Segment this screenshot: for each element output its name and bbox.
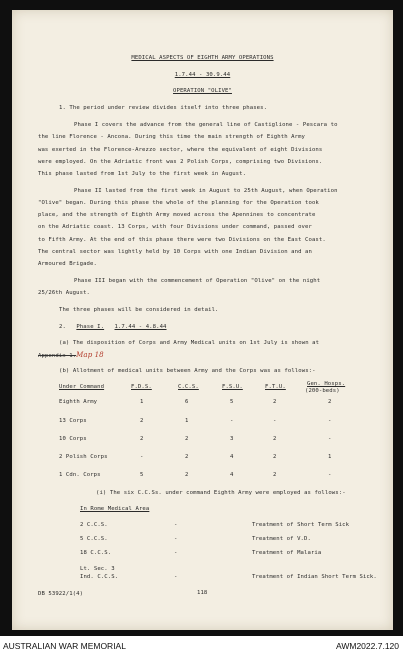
area-label: In Rome Medical Area xyxy=(80,506,150,512)
table-cell: 5 xyxy=(140,472,144,478)
text-line: were employed. On the Adriatic front was 2 Polish Corps, comprising two Divisions. xyxy=(38,159,323,165)
column-header: F.S.U. xyxy=(222,384,243,390)
column-header: F.T.U. xyxy=(265,384,286,390)
operation-name: OPERATION "OLIVE" xyxy=(173,88,232,94)
page-number: 118 xyxy=(197,590,208,596)
table-cell: 2 xyxy=(185,454,189,460)
unit-name: 18 C.C.S. xyxy=(80,550,112,556)
table-cell: 2 xyxy=(328,399,332,405)
table-cell: 1 xyxy=(185,418,189,424)
section-number: 2. xyxy=(59,324,66,330)
struck-reference: Appendix 1. xyxy=(38,353,77,359)
item-a: (a) The disposition of Corps and Army Medical units on 1st July is shown at xyxy=(59,340,320,346)
text-line: on the Adriatic coast. 13 Corps, with four Divisions under command, passed over xyxy=(38,224,312,230)
unit-name: 2 C.C.S. xyxy=(80,522,108,528)
table-cell: 1 xyxy=(140,399,144,405)
document-title: MEDICAL ASPECTS OF EIGHTH ARMY OPERATIONS xyxy=(131,55,274,61)
column-header: Gen. Hosps. xyxy=(307,381,346,387)
column-header: Under Command xyxy=(59,384,105,390)
item-b: (b) Allotment of medical units between Army and the Corps was as follows:- xyxy=(59,368,316,374)
table-cell: 2 xyxy=(273,436,277,442)
table-cell: 4 xyxy=(230,454,234,460)
table-cell: - xyxy=(230,418,234,424)
unit-name: 5 C.C.S. xyxy=(80,536,108,542)
paragraph-4: The three phases will be considered in detail. xyxy=(59,307,219,313)
table-cell: 2 xyxy=(140,418,144,424)
table-cell: 10 Corps xyxy=(59,436,87,442)
column-subheader: (200-beds) xyxy=(305,388,340,394)
table-cell: - xyxy=(140,454,144,460)
unit-name: Ind. C.C.S. xyxy=(80,574,119,580)
table-cell: - xyxy=(328,418,332,424)
unit-dash: - xyxy=(174,536,178,542)
unit-use: Treatment of Short Term Sick xyxy=(252,522,350,528)
table-cell: - xyxy=(328,436,332,442)
unit-dash: - xyxy=(174,574,178,580)
unit-dash: - xyxy=(174,522,178,528)
table-cell: 3 xyxy=(230,436,234,442)
unit-use: Treatment of V.D. xyxy=(252,536,311,542)
handwritten-annotation: Map 18 xyxy=(76,351,104,359)
text-line: 25/26th August. xyxy=(38,290,91,296)
text-line: to Fifth Army. At the end of this phase there were two Divisions on the East Coast. xyxy=(38,237,326,243)
footer-institution: AUSTRALIAN WAR MEMORIAL xyxy=(3,641,126,651)
text-line: This phase lasted from 1st July to the first week in August. xyxy=(38,171,247,177)
column-header: C.C.S. xyxy=(178,384,199,390)
text-line: was exerted in the Florence-Arezzo sector, where the equivalent of eight Divisions xyxy=(38,147,323,153)
item-a-reference xyxy=(38,351,104,360)
item-i: (i) The six C.C.Ss. under command Eighth Army were employed as follows:- xyxy=(96,490,346,496)
table-cell: 2 xyxy=(273,454,277,460)
section-2-heading xyxy=(59,323,167,331)
table-cell: 13 Corps xyxy=(59,418,87,424)
unit-name: Lt. Sec. 3 xyxy=(80,566,115,572)
table-cell: 6 xyxy=(185,399,189,405)
text-line: The central sector was lightly held by 10 Corps with one Indian Division and an xyxy=(38,249,312,255)
column-header: F.D.S. xyxy=(131,384,152,390)
table-cell: Eighth Army xyxy=(59,399,98,405)
table-cell: 1 Cdn. Corps xyxy=(59,472,101,478)
text-line: the line Florence - Ancona. During this time the main strength of Eighth Army xyxy=(38,134,306,140)
table-cell: 2 xyxy=(273,399,277,405)
text-line: Armoured Brigade. xyxy=(38,261,97,267)
footer-accession-number: AWM2022.7.120 xyxy=(336,641,399,651)
unit-use: Treatment of Malaria xyxy=(252,550,322,556)
document-reference: DB 53922/1(4) xyxy=(38,591,84,597)
date-range: 1.7.44 - 30.9.44 xyxy=(174,72,231,78)
table-cell: 5 xyxy=(230,399,234,405)
table-cell: 1 xyxy=(328,454,332,460)
section-label: Phase I. xyxy=(76,324,105,330)
text-line: 1. The period under review divides itself into three phases. xyxy=(59,105,268,111)
table-cell: 2 xyxy=(185,436,189,442)
document-page xyxy=(12,10,393,630)
footer-bar xyxy=(0,638,403,653)
section-dates: 1.7.44 - 4.8.44 xyxy=(114,324,167,330)
table-cell: 4 xyxy=(230,472,234,478)
text-line: Phase II lasted from the first week in August to 25th August, when Operation xyxy=(74,188,338,194)
unit-use: Treatment of Indian Short Term Sick. xyxy=(252,574,377,580)
table-cell: 2 xyxy=(140,436,144,442)
table-cell: 2 xyxy=(185,472,189,478)
text-line: Phase I covers the advance from the general line of Castiglione - Pescara to xyxy=(74,122,338,128)
text-line: "Olive" began. During this phase the whole of the planning for the Operation took xyxy=(38,200,319,206)
table-cell: 2 Polish Corps xyxy=(59,454,108,460)
table-cell: - xyxy=(328,472,332,478)
text-line: Phase III began with the commencement of Operation "Olive" on the night xyxy=(74,278,321,284)
table-cell: 2 xyxy=(273,472,277,478)
text-line: place, and the strength of Eighth Army moved across the Apennines to concentrate xyxy=(38,212,316,218)
unit-dash: - xyxy=(174,550,178,556)
table-cell: - xyxy=(273,418,277,424)
